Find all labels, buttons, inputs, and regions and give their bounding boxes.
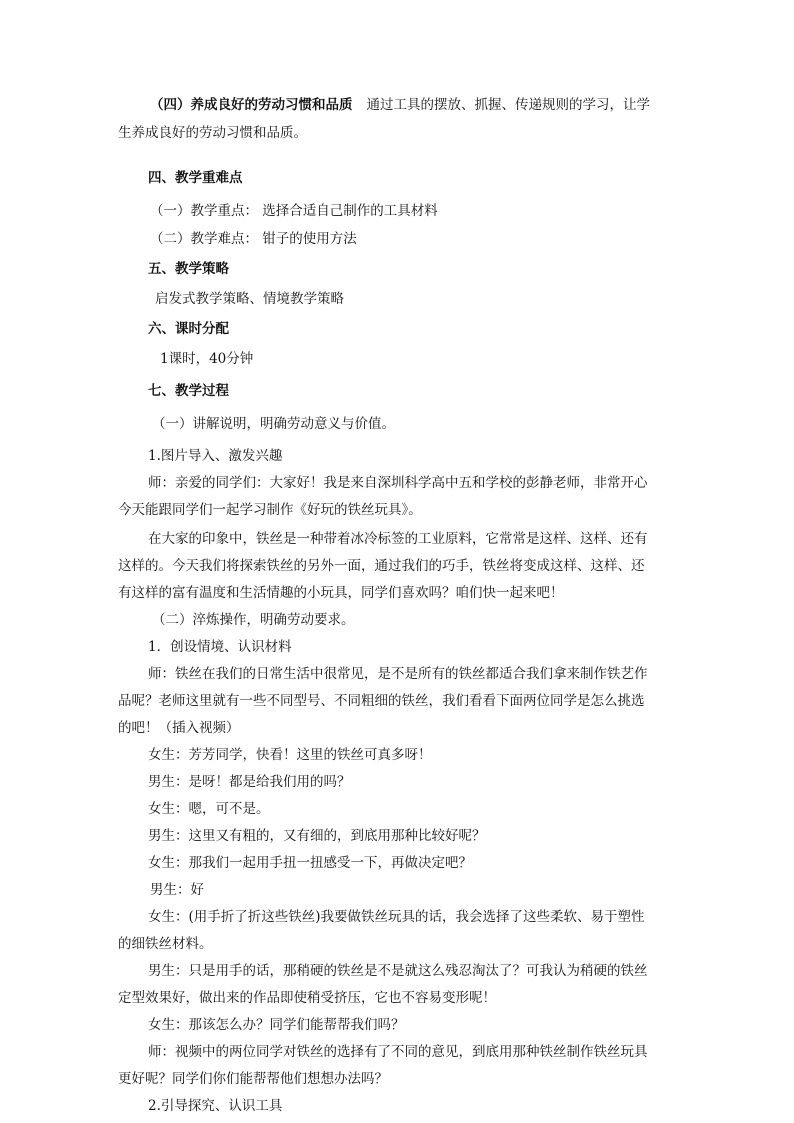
section-4-text: 通过工具的摆放、抓握、传递规则的学习，让学 [366, 97, 650, 113]
step-2-line: （二）淬炼操作，明确劳动要求。 [152, 612, 355, 628]
dialogue-line-8b: 定型效果好，做出来的作品即使稍受挤压，它也不容易变形呢！ [118, 990, 496, 1006]
step-2-2-line: 2.引导探究、认识工具 [148, 1098, 283, 1114]
heading-teaching-process: 七、教学过程 [148, 383, 229, 399]
dialogue-line-3: 女生：嗯，可不是。 [148, 801, 270, 817]
step-1-1-line: 1.图片导入、激发兴趣 [148, 448, 283, 464]
teacher-line-3a: 师：视频中的两位同学对铁丝的选择有了不同的意见，到底用那种铁丝制作铁丝玩具 [148, 1044, 648, 1060]
paragraph-2-line-1: 在大家的印象中，铁丝是一种带着冰冷标签的工业原料，它常常是这样、这样、还有 [148, 531, 648, 547]
dialogue-line-8a: 男生：只是用手的话，那稍硬的铁丝是不是就这么残忍淘汰了？可我认为稍硬的铁丝 [148, 963, 648, 979]
dialogue-line-7a: 女生：(用手折了折这些铁丝)我要做铁丝玩具的话，我会选择了这些柔软、易于塑性 [148, 909, 645, 925]
dialogue-line-4: 男生：这里又有粗的，又有细的，到底用那种比较好呢？ [148, 828, 486, 844]
time-line: 1课时，40分钟 [160, 351, 254, 367]
teacher-line-1b: 今天能跟同学们一起学习制作《好玩的铁丝玩具》。 [118, 502, 422, 518]
strategy-line: 启发式教学策略、情境教学策略 [155, 291, 344, 307]
teacher-line-3b: 更好呢？同学们你们能帮帮他们想想办法吗？ [118, 1071, 388, 1087]
step-2-1-line: 1．创设情境、认识材料 [148, 639, 292, 655]
dialogue-line-7b: 的细铁丝材料。 [118, 936, 213, 952]
heading-key-difficult-points: 四、教学重难点 [148, 170, 243, 186]
heading-time-allocation: 六、课时分配 [148, 321, 229, 337]
difficult-point-line: （二）教学难点： 钳子的使用方法 [150, 231, 357, 247]
step-1-line: （一）讲解说明，明确劳动意义与价值。 [152, 416, 395, 432]
teacher-line-2b: 品呢？老师这里就有一些不同型号、不同粗细的铁丝，我们看看下面两位同学是怎么挑选 [118, 693, 645, 709]
dialogue-line-5: 女生：那我们一起用手扭一扭感受一下，再做决定吧？ [148, 855, 472, 871]
key-point-line: （一）教学重点： 选择合适自己制作的工具材料 [150, 203, 438, 219]
teacher-line-2c: 的吧！（插入视频） [118, 720, 240, 736]
dialogue-line-2: 男生：是呀！都是给我们用的吗？ [148, 774, 351, 790]
teacher-line-1a: 师：亲爱的同学们：大家好！我是来自深圳科学高中五和学校的彭静老师，非常开心 [148, 475, 648, 491]
dialogue-line-6: 男生：好 [150, 882, 204, 898]
dialogue-line-1: 女生：芳芳同学，快看！这里的铁丝可真多呀！ [148, 747, 432, 763]
paragraph-2-line-3: 有这样的富有温度和生活情趣的小玩具，同学们喜欢吗？咱们快一起来吧！ [118, 585, 564, 601]
dialogue-line-9: 女生：那该怎么办？同学们能帮帮我们吗？ [148, 1017, 405, 1033]
section-4-paragraph-line-2: 生养成良好的劳动习惯和品质。 [118, 125, 307, 141]
section-4-heading: （四）养成良好的劳动习惯和品质 [150, 97, 353, 113]
teacher-line-2a: 师：铁丝在我们的日常生活中很常见，是不是所有的铁丝都适合我们拿来制作铁艺作 [148, 666, 648, 682]
section-4-paragraph-line-1 [150, 95, 710, 115]
paragraph-2-line-2: 这样的。今天我们将探索铁丝的另外一面，通过我们的巧手，铁丝将变成这样、这样、还 [118, 558, 645, 574]
heading-teaching-strategy: 五、教学策略 [148, 261, 229, 277]
